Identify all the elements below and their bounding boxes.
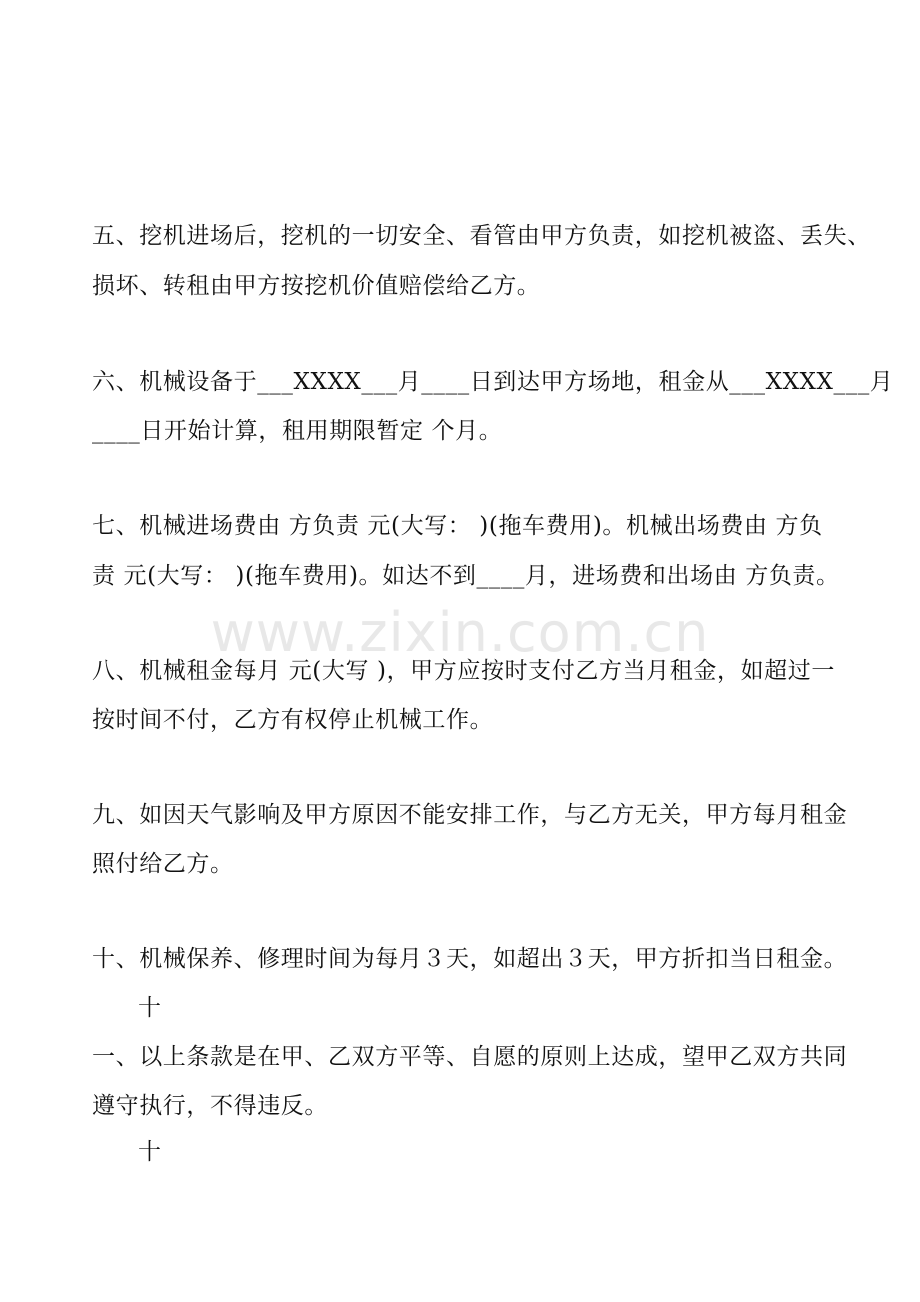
- clause-7-line-2: 责 元(大写： )(拖车费用)。如达不到____月，进场费和出场由 方负责。: [92, 563, 840, 589]
- clause-10-line-1: 十、机械保养、修理时间为每月３天，如超出３天，甲方折扣当日租金。: [92, 946, 848, 972]
- clause-5-line-1: 五、挖机进场后，挖机的一切安全、看管由甲方负责，如挖机被盗、丢失、: [92, 223, 871, 249]
- clause-9-line-1: 九、如因天气影响及甲方原因不能安排工作，与乙方无关，甲方每月租金: [92, 802, 848, 828]
- clause-7-line-1: 七、机械进场费由 方负责 元(大写： )(拖车费用)。机械出场费由 方负: [92, 513, 823, 539]
- clause-12-number-fragment: 十: [138, 1139, 162, 1165]
- clause-5-line-2: 损坏、转租由甲方按挖机价值赔偿给乙方。: [92, 273, 541, 299]
- clause-8-line-2: 按时间不付，乙方有权停止机械工作。: [92, 707, 494, 733]
- clause-6-line-1: 六、机械设备于___XXXX___月____日到达甲方场地，租金从___XXXX___月: [92, 369, 894, 395]
- clause-11-line-2: 遵守执行，不得违反。: [92, 1093, 328, 1119]
- clause-11-number-fragment: 十: [138, 995, 162, 1021]
- watermark: www.zixin.com.cn: [210, 601, 710, 664]
- clause-6-line-2: ____日开始计算，租用期限暂定 个月。: [92, 418, 503, 444]
- clause-8-line-1: 八、机械租金每月 元(大写 )，甲方应按时支付乙方当月租金，如超过一: [92, 658, 835, 684]
- clause-11-line-1: 一、以上条款是在甲、乙双方平等、自愿的原则上达成，望甲乙双方共同: [92, 1044, 848, 1070]
- clause-9-line-2: 照付给乙方。: [92, 851, 234, 877]
